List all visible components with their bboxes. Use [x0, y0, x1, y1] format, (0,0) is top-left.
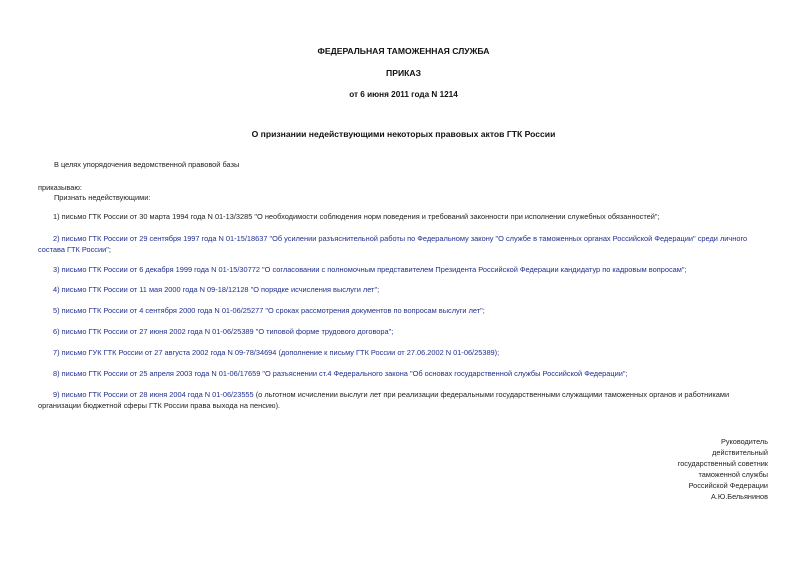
- signature-line: Руководитель: [720, 437, 768, 446]
- document-agency: ФЕДЕРАЛЬНАЯ ТАМОЖЕННАЯ СЛУЖБА: [317, 46, 490, 56]
- document-title: О признании недействующими некоторых правовых актов ГТК России: [251, 129, 556, 139]
- item-link[interactable]: 6) письмо ГТК России от 27 июня 2002 года N 01-06/25389 "О типовой форме трудового договора";: [53, 327, 394, 336]
- item-link[interactable]: 7) письмо ГУК ГТК России от 27 августа 2002 года N 09-78/34694 (дополнение к письму ГТК России от 27.06.2002 N 01-06/25389);: [53, 348, 500, 357]
- list-item-8: [38, 368, 771, 379]
- item-link[interactable]: 8) письмо ГТК России от 25 апреля 2003 года N 01-06/17659 "О разъяснении ст.4 Федерального закона "Об основах государственной службы Российской Федерации";: [53, 369, 628, 378]
- signature-line: таможенной службы: [698, 470, 768, 480]
- signature-line: Российской Федерации: [688, 481, 768, 491]
- signature-line: государственный советник: [677, 459, 768, 469]
- document-type: ПРИКАЗ: [386, 68, 421, 78]
- item-text: (о льготном исчислении выслуги лет при реализации федеральными государственными служащими таможенных органов и работниками организации бюджетной сферы ГТК России права выхода на пенсию).: [38, 390, 730, 410]
- preamble: В целях упорядочения ведомственной правовой базы: [54, 160, 240, 169]
- item-link[interactable]: 2) письмо ГТК России от 29 сентября 1997 года N 01-15/18637 "Об усилении разъяснительной работы по Федеральному закону "О службе в таможенных органах Российской Федерации" среди личного состава ГТК России";: [38, 234, 748, 254]
- list-item-3: [38, 264, 771, 275]
- list-item-5: [38, 305, 771, 316]
- signature-line: действительный: [712, 448, 768, 458]
- item-link[interactable]: 9) письмо ГТК России от 28 июня 2004 года N 01-06/23555: [53, 390, 254, 399]
- document-date-number: от 6 июня 2011 года N 1214: [349, 90, 458, 99]
- list-item-4: [38, 284, 771, 295]
- list-item-1: [38, 211, 771, 222]
- signature-name: А.Ю.Бельянинов: [711, 492, 768, 502]
- order-word: приказываю:: [38, 183, 82, 192]
- list-item-7: [38, 347, 771, 358]
- item-text: 1) письмо ГТК России от 30 марта 1994 года N 01-13/3285 "О необходимости соблюдения норм поведения и требований законности при исполнении служебных обязанностей";: [53, 212, 660, 221]
- item-link[interactable]: 3) письмо ГТК России от 6 декабря 1999 года N 01-15/30772 "О согласовании с полномочным представителем Президента Российской Федерации кандидатур по кадровым вопросам";: [53, 265, 687, 274]
- signature-block: [678, 436, 768, 503]
- list-item-9: [38, 389, 771, 411]
- item-link[interactable]: 5) письмо ГТК России от 4 сентября 2000 года N 01-06/25277 "О сроках рассмотрения документов по вопросам выслуги лет";: [53, 306, 485, 315]
- declare-text: Признать недействующими:: [54, 193, 151, 202]
- list-item-6: [38, 326, 771, 337]
- list-item-2: [38, 233, 771, 255]
- item-link[interactable]: 4) письмо ГТК России от 11 мая 2000 года N 09-18/12128 "О порядке исчисления выслуги лет";: [53, 285, 380, 294]
